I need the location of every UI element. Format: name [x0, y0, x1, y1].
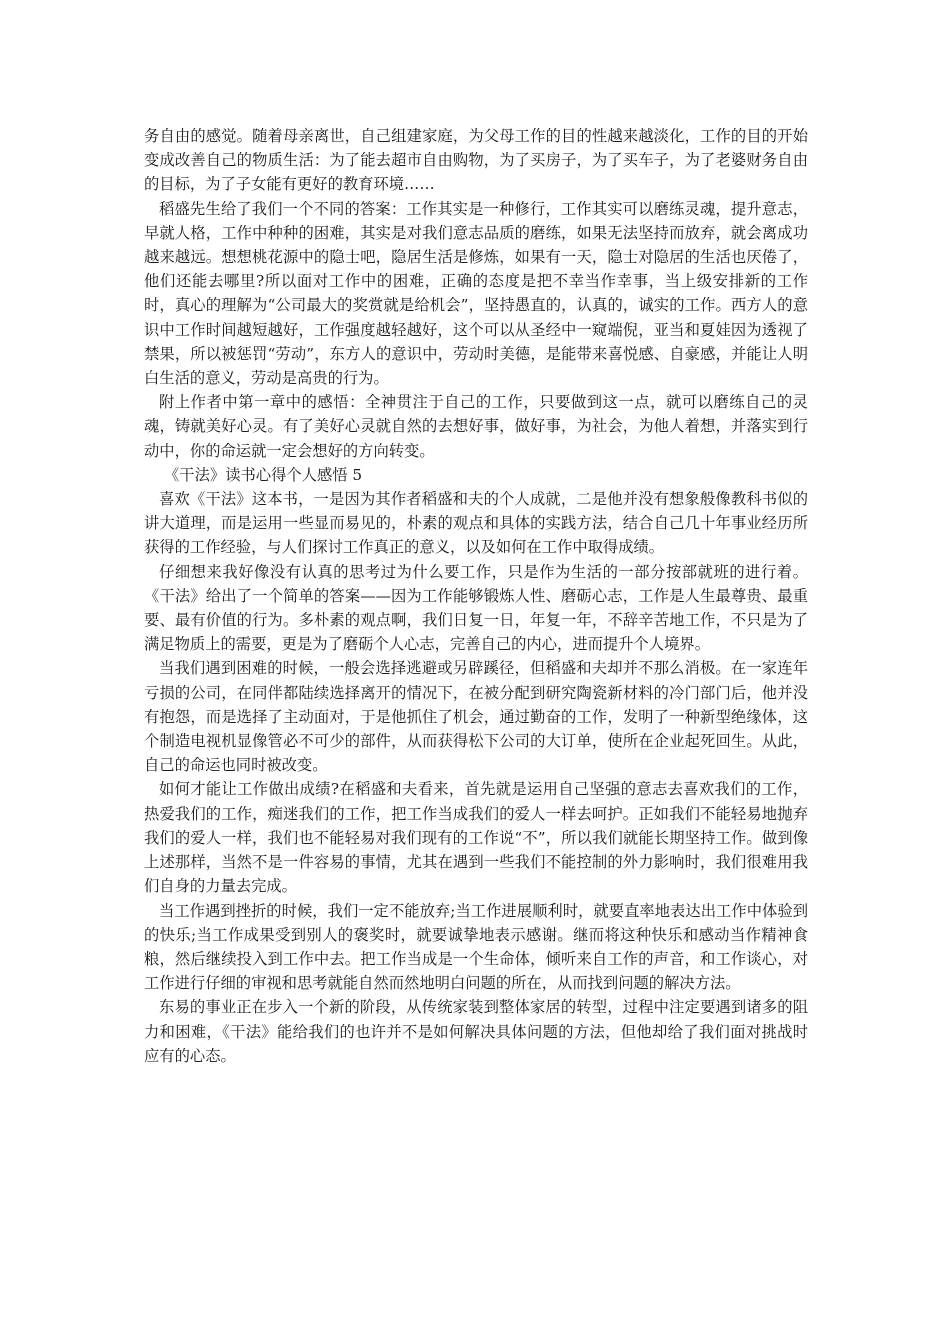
paragraph: 稻盛先生给了我们一个不同的答案：工作其实是一种修行，工作其实可以磨练灵魂，提升意志，早就人格，工作中种种的困难，其实是对我们意志品质的磨练，如果无法坚持而放弃，就会离成功越来越远。想想桃花源中的隐士吧，隐居生活是修炼，如果有一天，隐士对隐居的生活也厌倦了，他们还能去哪里?所以面对工作中的困难，正确的态度是把不幸当作幸事，当上级安排新的工作时，真心的理解为“公司最大的奖赏就是给机会”，坚持愚直的，认真的，诚实的工作。西方人的意识中工作时间越短越好，工作强度越轻越好，这个可以从圣经中一窥端倪，亚当和夏娃因为透视了禁果，所以被惩罚“劳动”，东方人的意识中，劳动时美德，是能带来喜悦感、自豪感，并能让人明白生活的意义，劳动是高贵的行为。	[144, 199, 808, 388]
paragraph: 东易的事业正在步入一个新的阶段，从传统家装到整体家居的转型，过程中注定要遇到诸多的阻力和困难，《干法》能给我们的也许并不是如何解决具体问题的方法，但他却给了我们面对挑战时应有的心态。	[144, 998, 808, 1065]
paragraph: 仔细想来我好像没有认真的思考过为什么要工作，只是作为生活的一部分按部就班的进行着。《干法》给出了一个简单的答案——因为工作能够锻炼人性、磨砺心志，工作是人生最尊贵、最重要、最有价值的行为。多朴素的观点啊，我们日复一日，年复一年，不辞辛苦地工作，不只是为了满足物质上的需要，更是为了磨砺个人心志，完善自己的内心，进而提升个人境界。	[144, 562, 808, 654]
paragraph-continuation: 务自由的感觉。随着母亲离世，自己组建家庭，为父母工作的目的性越来越淡化，工作的目的开始变成改善自己的物质生活：为了能去超市自由购物，为了买房子，为了买车子，为了老婆财务自由的目标，为了子女能有更好的教育环境……	[144, 127, 808, 194]
paragraph: 当我们遇到困难的时候，一般会选择逃避或另辟蹊径，但稻盛和夫却并不那么消极。在一家连年亏损的公司，在同伴都陆续选择离开的情况下，在被分配到研究陶瓷新材料的冷门部门后，他并没有抱怨，而是选择了主动面对，于是他抓住了机会，通过勤奋的工作，发明了一种新型绝缘体，这个制造电视机显像管必不可少的部件，从而获得松下公司的大订单，使所在企业起死回生。从此，自己的命运也同时被改变。	[144, 659, 808, 775]
document-page	[144, 124, 808, 1068]
paragraph: 当工作遇到挫折的时候，我们一定不能放弃;当工作进展顺利时，就要直率地表达出工作中体验到的快乐;当工作成果受到别人的褒奖时，就要诚挚地表示感谢。继而将这种快乐和感动当作精神食粮，然后继续投入到工作中去。把工作当成是一个生命体，倾听来自工作的声音，和工作谈心，对工作进行仔细的审视和思考就能自然而然地明白问题的所在，从而找到问题的解决方法。	[144, 901, 808, 993]
paragraph: 附上作者中第一章中的感悟：全神贯注于自己的工作，只要做到这一点，就可以磨练自己的灵魂，铸就美好心灵。有了美好心灵就自然的去想好事，做好事，为社会，为他人着想，并落实到行动中，你的命运就一定会想好的方向转变。	[144, 393, 808, 460]
paragraph: 喜欢《干法》这本书，一是因为其作者稻盛和夫的个人成就，二是他并没有想象般像教科书似的讲大道理，而是运用一些显而易见的，朴素的观点和具体的实践方法，结合自己几十年事业经历所获得的工作经验，与人们探讨工作真正的意义，以及如何在工作中取得成绩。	[144, 490, 808, 557]
paragraph: 如何才能让工作做出成绩?在稻盛和夫看来，首先就是运用自己坚强的意志去喜欢我们的工作，热爱我们的工作，痴迷我们的工作，把工作当成我们的爱人一样去呵护。正如我们不能轻易地抛弃我们的爱人一样，我们也不能轻易对我们现有的工作说“不”，所以我们就能长期坚持工作。做到像上述那样，当然不是一件容易的事情，尤其在遇到一些我们不能控制的外力影响时，我们很难用我们自身的力量去完成。	[144, 780, 808, 896]
section-heading: 《干法》读书心得个人感悟 5	[164, 465, 363, 484]
